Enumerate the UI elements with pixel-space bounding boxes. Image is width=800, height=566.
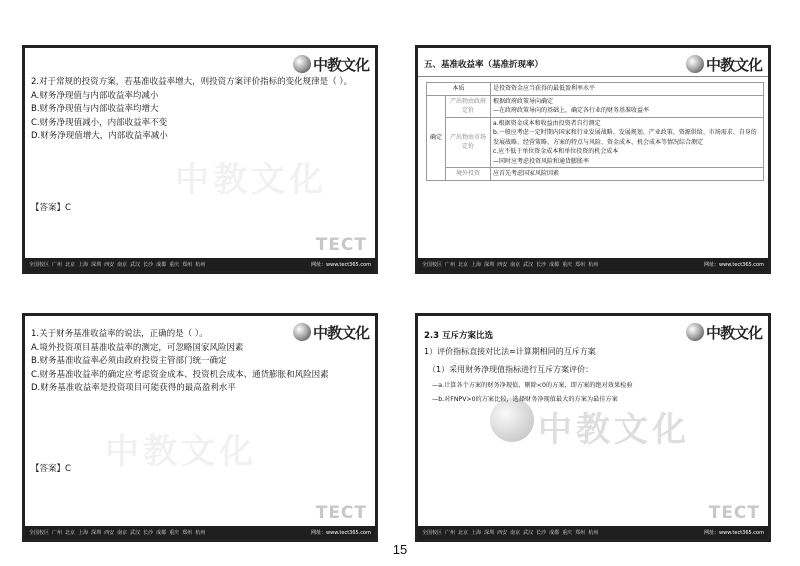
question-block [31, 328, 369, 396]
footer-city: 成都 [156, 530, 167, 536]
footer-city: 广州 [445, 530, 456, 536]
globe-logo-icon [686, 55, 704, 73]
footer-city: 广州 [52, 530, 63, 536]
footer-city: 重庆 [169, 262, 180, 268]
footer-city: 成都 [549, 262, 560, 268]
footer-city: 郑州 [182, 530, 193, 536]
footer-city: 西安 [497, 262, 508, 268]
footer-bar [418, 526, 768, 539]
footer-city: 武汉 [523, 530, 534, 536]
logo [686, 52, 762, 76]
essence-text: 是投资资金应当获得的最低盈利率水平 [491, 83, 764, 96]
footer-url: 网址：www.tect365.com [311, 530, 371, 536]
footer-city: 成都 [549, 530, 560, 536]
footer-city: 北京 [458, 262, 469, 268]
logo [293, 52, 369, 76]
footer-city: 郑州 [575, 262, 586, 268]
tect-mark: TECT [315, 235, 367, 255]
option-c: C.财务基准收益率的确定应考虑资金成本、投资机会成本、通货膨胀和风险因素 [31, 369, 329, 380]
answer-text: 【答案】C [31, 203, 71, 213]
footer-city: 南京 [117, 262, 128, 268]
title-divider [418, 76, 768, 77]
footer-city: 全国校区 [29, 262, 50, 268]
footer-city: 上海 [78, 262, 89, 268]
footer-city: 上海 [471, 530, 482, 536]
footer-city: 全国校区 [29, 530, 50, 536]
footer-city: 西安 [497, 530, 508, 536]
footer-city: 上海 [471, 262, 482, 268]
table-row [427, 95, 764, 117]
footer-cities [29, 261, 307, 268]
question-block [31, 76, 369, 144]
point-1-1: （1）采用财务净现值指标进行互斥方案评价： [428, 365, 594, 374]
determine-label: 确定 [427, 95, 446, 180]
footer-city: 西安 [104, 262, 115, 268]
table-line: —在政府政策导向的基础上，确定各行业的财务基准收益率 [493, 107, 650, 114]
footer-city: 武汉 [523, 262, 534, 268]
footer-city: 杭州 [195, 530, 206, 536]
footer-city: 郑州 [182, 262, 193, 268]
table-row [427, 168, 764, 181]
footer-city: 武汉 [130, 530, 141, 536]
footer-cities [422, 261, 700, 268]
footer-cities [422, 529, 700, 536]
footer-city: 西安 [104, 530, 115, 536]
footer-city: 重庆 [169, 530, 180, 536]
row-label-government: 产出物由政府定价 [446, 95, 491, 117]
footer-city: 上海 [78, 530, 89, 536]
footer-city: 深圳 [484, 530, 495, 536]
footer-city: 成都 [156, 262, 167, 268]
footer-city: 深圳 [91, 530, 102, 536]
footer-city: 广州 [52, 262, 63, 268]
logo-text: 中教文化 [705, 55, 762, 74]
question-text: 1.关于财务基准收益率的说法，正确的是（ ）。 [31, 329, 208, 339]
footer-city: 郑州 [575, 530, 586, 536]
footer-city: 重庆 [562, 530, 573, 536]
watermark: 中教文化 [538, 410, 690, 450]
benchmark-rate-table [426, 82, 764, 181]
footer-city: 深圳 [484, 262, 495, 268]
table-row [427, 117, 764, 168]
footer-city: 北京 [458, 530, 469, 536]
slide-question-1 [22, 313, 378, 542]
answer-text: 【答案】C [31, 464, 71, 474]
logo-text: 中教文化 [312, 55, 369, 74]
table-line: c.应不低于单位资金成本和单位投资的机会成本 [493, 148, 619, 155]
logo-text: 中教文化 [705, 323, 762, 342]
watermark-globe-icon [490, 398, 534, 442]
option-b: B.财务基准收益率必须由政府投资主管部门统一确定 [31, 356, 227, 366]
footer-city: 长沙 [536, 262, 547, 268]
footer-city: 重庆 [562, 262, 573, 268]
essence-label: 本质 [427, 83, 491, 96]
table-line: a.根据资金成本和收益由投资者自行测定 [493, 119, 601, 127]
footer-city: 长沙 [143, 262, 154, 268]
footer-city: 南京 [510, 530, 521, 536]
option-a: A.财务净现值与内部收益率均减小 [31, 90, 159, 101]
footer-url: 网址：www.tect365.com [704, 530, 764, 536]
row-content-market [491, 117, 764, 168]
footer-city: 长沙 [536, 530, 547, 536]
footer-city: 长沙 [143, 530, 154, 536]
footer-city: 北京 [65, 530, 76, 536]
footer-city: 南京 [117, 530, 128, 536]
globe-logo-icon [293, 55, 311, 73]
tect-mark: TECT [315, 503, 367, 523]
slide-title: 2.3 互斥方案比选 [424, 331, 494, 341]
table-row [427, 83, 764, 96]
footer-bar [418, 258, 768, 271]
page-number: 15 [392, 542, 408, 557]
globe-logo-icon [686, 323, 704, 341]
footer-city: 北京 [65, 262, 76, 268]
footer-cities [29, 529, 307, 536]
watermark: 中教文化 [105, 432, 257, 472]
step-a: —a.计算各个方案的财务净现值，剔除<0的方案，即方案的绝对效果检验 [432, 382, 633, 389]
footer-bar [25, 526, 375, 539]
footer-city: 武汉 [130, 262, 141, 268]
footer-city: 南京 [510, 262, 521, 268]
slide-title: 五、基准收益率（基准折现率） [424, 60, 544, 70]
option-d: D.财务净现值增大，内部收益率减小 [31, 131, 168, 141]
slide-mutually-exclusive [415, 313, 771, 542]
table-line: 根据政府政策导向确定 [493, 97, 554, 105]
footer-city: 全国校区 [422, 530, 443, 536]
step-b: —b.对FNPV>0的方案比较，选择财务净现值最大的方案为最佳方案 [432, 396, 618, 403]
logo-text: 中教文化 [312, 323, 369, 342]
row-label-overseas: 境外投资 [446, 168, 491, 181]
option-a: A.境外投资项目基准收益率的测定，可忽略国家风险因素 [31, 342, 244, 353]
row-content-government [491, 95, 764, 117]
row-content-overseas [491, 168, 764, 181]
footer-url: 网址：www.tect365.com [311, 262, 371, 268]
slide-question-2 [22, 45, 378, 274]
table-line: 应首先考虑国家风险因素 [493, 170, 560, 177]
footer-city: 深圳 [91, 262, 102, 268]
tect-mark: TECT [708, 503, 760, 523]
option-d: D.财务基准收益率是投资项目可能获得的最高盈利水平 [31, 383, 236, 393]
table-line: —同时应考虑投资风险和通货膨胀率 [493, 157, 590, 165]
footer-city: 杭州 [195, 262, 206, 268]
logo [686, 320, 762, 344]
footer-bar [25, 258, 375, 271]
slide-benchmark-rate [415, 45, 771, 274]
footer-city: 杭州 [588, 262, 599, 268]
point-1: 1）评价指标直接对比法≈计算期相同的互斥方案 [424, 347, 596, 356]
footer-city: 广州 [445, 262, 456, 268]
watermark: 中教文化 [175, 160, 327, 200]
option-b: B.财务净现值与内部收益率均增大 [31, 104, 159, 114]
footer-url: 网址：www.tect365.com [704, 262, 764, 268]
footer-city: 杭州 [588, 530, 599, 536]
option-c: C.财务净现值减小，内部收益率不变 [31, 117, 168, 128]
table-line: b.一般应考虑一定时期内国家和行业发展战略、发展规划、产业政策、资源供给、市场需求、自身的发展战略、经营策略、方案的特点与风险、资金成本、机会成本等情况综合测定 [493, 129, 757, 146]
footer-city: 全国校区 [422, 262, 443, 268]
question-text: 2.对于常规的投资方案，若基准收益率增大，则投资方案评价指标的变化规律是（ ）。 [31, 77, 353, 87]
row-label-market: 产出物由市场定价 [446, 117, 491, 168]
